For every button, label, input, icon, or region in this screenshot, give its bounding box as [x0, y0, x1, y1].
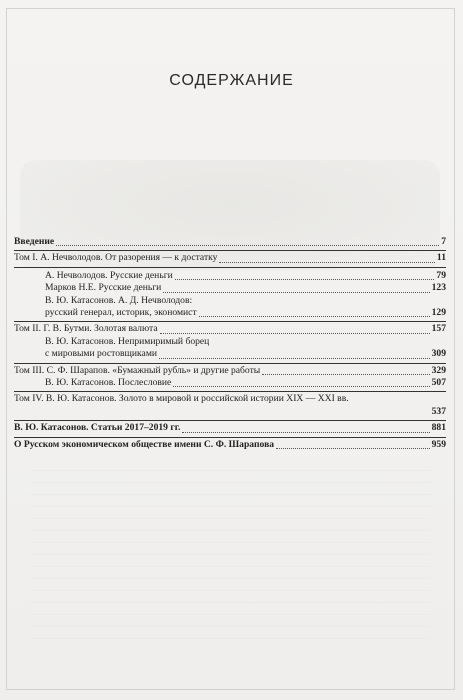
toc-entry-page: 507	[431, 377, 446, 389]
divider	[14, 321, 446, 322]
toc-entry-page: 123	[431, 282, 446, 294]
table-of-contents	[14, 236, 446, 451]
divider	[14, 420, 446, 421]
toc-entry-page: 79	[436, 269, 446, 281]
toc-entry-page: 7	[441, 236, 446, 247]
page-title: СОДЕРЖАНИЕ	[169, 72, 294, 89]
dot-leader	[173, 386, 429, 387]
divider	[14, 363, 446, 364]
toc-entry-tom4-page-line	[14, 406, 446, 418]
toc-entry-label: Том IV. В. Ю. Катасонов. Золото в мировой и российской истории XIX — XXI вв.	[14, 393, 349, 405]
toc-entry-label: русский генерал, историк, экономист	[45, 307, 197, 319]
dot-leader	[276, 448, 430, 449]
toc-entry-tom2-a	[14, 348, 446, 360]
toc-entry-tom4	[14, 393, 446, 405]
dot-leader	[163, 292, 429, 293]
toc-entry-tom1-c	[14, 307, 446, 319]
toc-entry-label: О Русском экономическом обществе имени С. Ф. Шарапова	[14, 438, 275, 450]
toc-entry-intro	[14, 236, 446, 248]
toc-entry-tom3-a	[14, 377, 446, 389]
toc-entry-label: Том III. С. Ф. Шарапов. «Бумажный рубль» и другие работы	[14, 364, 261, 376]
toc-entry-tom3	[14, 365, 446, 377]
divider	[14, 437, 446, 438]
toc-entry-label: Марков Н.Е. Русские деньги	[45, 282, 162, 294]
toc-entry-label: В. Ю. Катасонов. Послесловие	[45, 377, 172, 389]
toc-entry-page: 881	[431, 422, 446, 434]
toc-entry-label: Том II. Г. В. Бутми. Золотая валюта	[14, 323, 158, 335]
toc-entry-tom1-b	[14, 282, 446, 294]
toc-entry-label: В. Ю. Катасонов. Статьи 2017–2019 гг.	[14, 422, 181, 434]
toc-entry-articles	[14, 422, 446, 434]
toc-entry-page: 959	[431, 438, 446, 450]
toc-entry-label: Введение	[14, 236, 55, 247]
dot-leader	[159, 358, 430, 359]
dot-leader	[199, 316, 430, 317]
toc-entry-page: 157	[431, 323, 446, 335]
toc-entry-page: 537	[431, 405, 446, 417]
dot-leader	[175, 279, 435, 280]
toc-entry-tom2	[14, 323, 446, 335]
divider	[14, 391, 446, 392]
toc-entry-label: с мировыми ростовщиками	[45, 348, 158, 360]
dot-leader	[262, 374, 429, 375]
toc-entry-label: Том I. А. Нечволодов. От разорения — к достатку	[14, 252, 218, 264]
divider	[14, 250, 446, 251]
toc-entry-page: 11	[436, 252, 446, 264]
toc-entry-society	[14, 439, 446, 451]
bleed-through-text	[30, 470, 430, 640]
toc-entry-page: 129	[431, 307, 446, 319]
dot-leader	[160, 333, 430, 334]
divider	[14, 267, 446, 268]
dot-leader	[182, 432, 429, 433]
toc-entry-page: 329	[431, 364, 446, 376]
toc-entry-tom2-a-line1: В. Ю. Катасонов. Непримиримый борец	[45, 335, 210, 347]
toc-entry-tom1-c-line1: В. Ю. Катасонов. А. Д. Нечволодов:	[45, 294, 193, 306]
dot-leader	[219, 262, 434, 263]
dot-leader	[56, 245, 439, 246]
toc-entry-tom1	[14, 252, 446, 264]
toc-entry-tom1-a	[14, 270, 446, 282]
toc-entry-page: 309	[431, 348, 446, 360]
toc-entry-label: А. Нечволодов. Русские деньги	[45, 269, 173, 281]
